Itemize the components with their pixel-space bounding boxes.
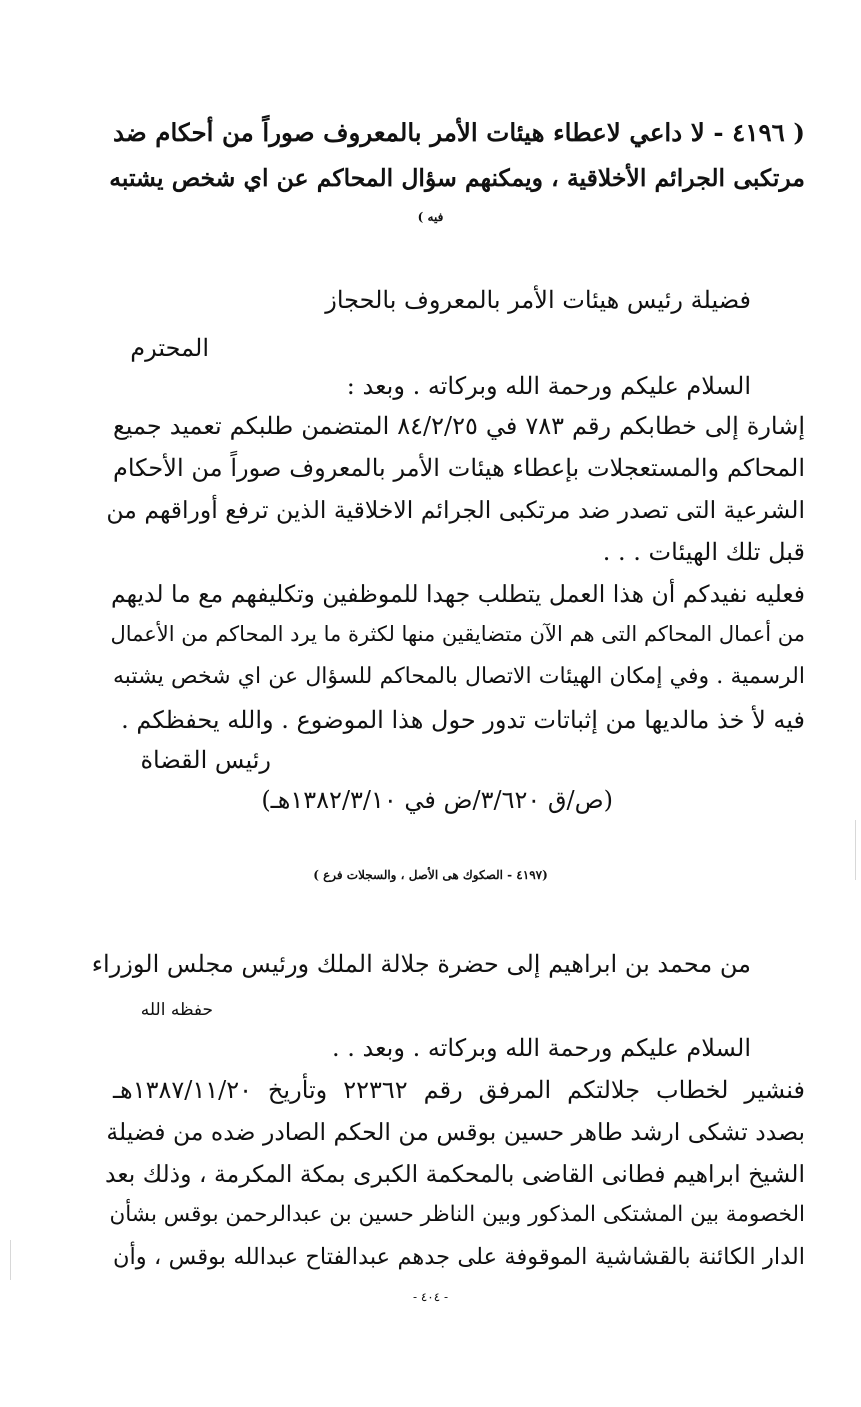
para1-4197-line-2: بصدد تشكى ارشد طاهر حسين بوقس من الحكم الصادر ضده من فضيلة	[106, 1118, 805, 1146]
greeting-4197: السلام عليكم ورحمة الله وبركاته . وبعد . .	[331, 1034, 751, 1062]
heading-4197: (٤١٩٧ - الصكوك هى الأصل ، والسجلات فرع )	[313, 868, 548, 882]
para2-4196-line-1: فعليه نفيدكم أن هذا العمل يتطلب جهدا للموظفين وتكليفهم مع ما لديهم	[110, 580, 805, 608]
para1-4197-line-4: الخصومة بين المشتكى المذكور وبين الناظر حسين بن عبدالرحمن بوقس بشأن	[109, 1202, 805, 1227]
reference-line: (ص/ق ٣/٦٢٠/ض في ١٣٨٢/٣/١٠هـ)	[261, 786, 613, 814]
honorific: المحترم	[130, 334, 209, 362]
para1-4196-line-2: المحاكم والمستعجلات بإعطاء هيئات الأمر بالمعروف صوراً من الأحكام	[113, 454, 805, 482]
para1-4197-line-3: الشيخ ابراهيم فطانى القاضى بالمحكمة الكبرى بمكة المكرمة ، وذلك بعد	[105, 1160, 805, 1188]
blessing: حفظه الله	[140, 1000, 213, 1020]
para2-4196-line-3: الرسمية . وفي إمكان الهيئات الاتصال بالمحاكم للسؤال عن اي شخص يشتبه	[113, 664, 805, 689]
para1-4197-line-5: الدار الكائنة بالقشاشية الموقوفة على جدهم عبدالفتاح عبدالله بوقس ، وأن	[113, 1244, 805, 1270]
scan-edge-mark	[855, 820, 856, 880]
para1-4196-line-3: الشرعية التى تصدر ضد مرتكبى الجرائم الاخلاقية الذين ترفع أوراقهم من	[106, 496, 805, 524]
from-line: من محمد بن ابراهيم إلى حضرة جلالة الملك ورئيس مجلس الوزراء	[91, 950, 751, 978]
heading-4196-line-3: فيه )	[417, 210, 444, 224]
para2-4196-line-4: فيه لأ خذ مالديها من إثباتات تدور حول هذا الموضوع . والله يحفظكم .	[121, 706, 805, 734]
greeting-4196: السلام عليكم ورحمة الله وبركاته . وبعد :	[346, 372, 751, 400]
heading-4196-line-1: ( ٤١٩٦ - لا داعي لاعطاء هيئات الأمر بالمعروف صوراً من أحكام ضد	[113, 118, 806, 147]
heading-4196-line-2: مرتكبى الجرائم الأخلاقية ، ويمكنهم سؤال المحاكم عن اي شخص يشتبه	[109, 164, 805, 192]
scan-edge-mark	[10, 1240, 11, 1280]
para1-4197-line-1: فنشير لخطاب جلالتكم المرفق رقم ٢٢٣٦٢ وتأريخ ١٣٨٧/١١/٢٠هـ	[113, 1076, 805, 1104]
para2-4196-line-2: من أعمال المحاكم التى هم الآن متضايقين منها لكثرة ما يرد المحاكم من الأعمال	[110, 622, 805, 646]
para1-4196-line-4: قبل تلك الهيئات . . .	[602, 538, 805, 566]
addressee: فضيلة رئيس هيئات الأمر بالمعروف بالحجاز	[325, 286, 751, 314]
signature: رئيس القضاة	[140, 746, 271, 774]
page-number: - ٤٠٤ -	[412, 1290, 449, 1304]
para1-4196-line-1: إشارة إلى خطابكم رقم ٧٨٣ في ٨٤/٢/٢٥ المتضمن طلبكم تعميد جميع	[113, 412, 806, 440]
